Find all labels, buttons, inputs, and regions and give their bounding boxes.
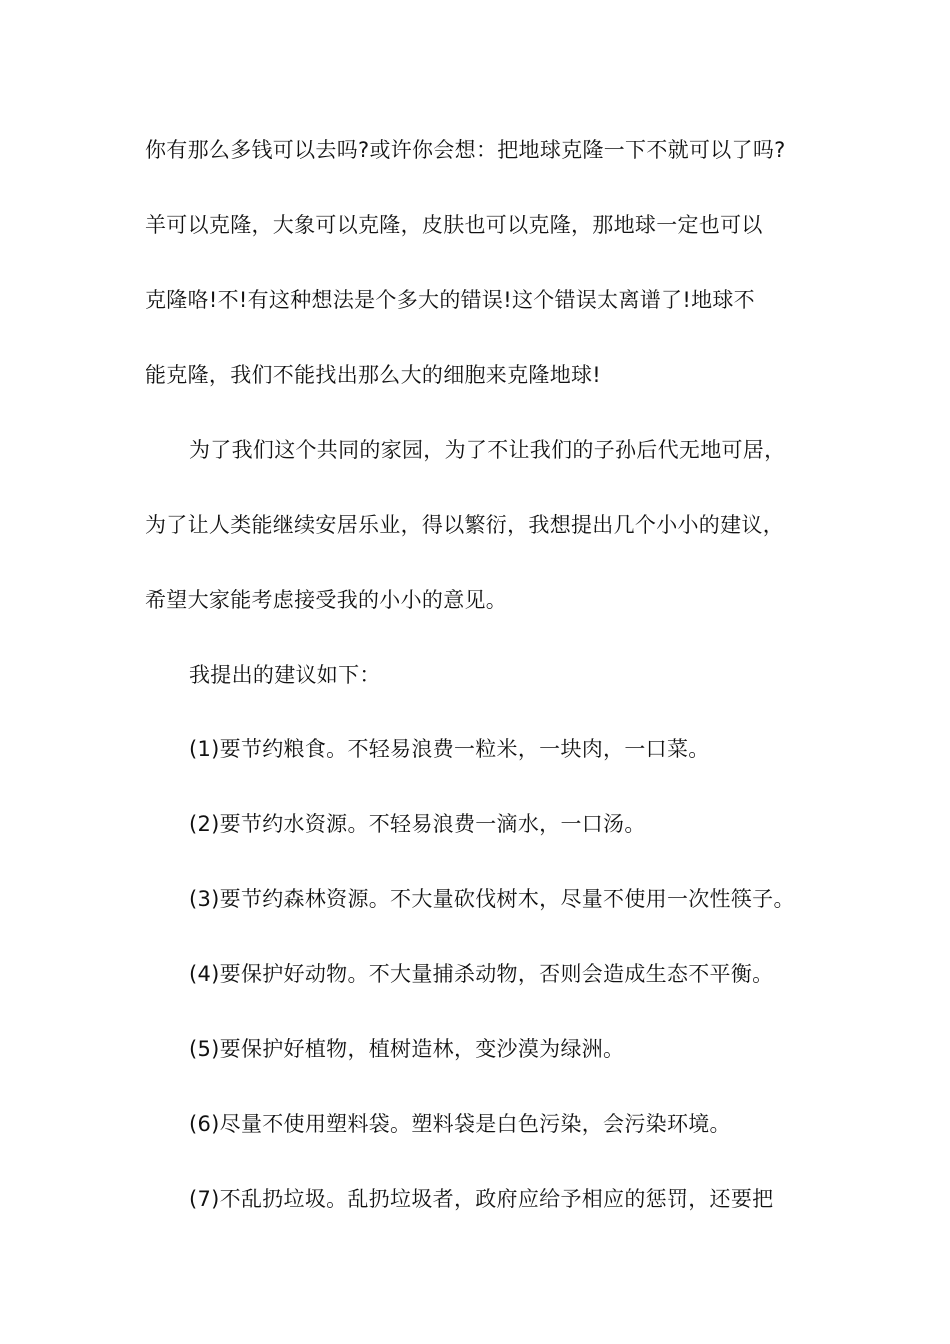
paragraph-line: 能克隆，我们不能找出那么大的细胞来克隆地球!	[145, 363, 602, 387]
suggestion-item: (3)要节约森林资源。不大量砍伐树木，尽量不使用一次性筷子。	[189, 887, 795, 911]
paragraph-line: 希望大家能考虑接受我的小小的意见。	[145, 588, 508, 612]
paragraph-line: 为了让人类能继续安居乐业，得以繁衍，我想提出几个小小的建议，	[145, 513, 784, 537]
paragraph-line: 你有那么多钱可以去吗?或许你会想：把地球克隆一下不就可以了吗?	[145, 138, 786, 162]
paragraph-line: 羊可以克隆，大象可以克隆，皮肤也可以克隆，那地球一定也可以	[145, 213, 763, 237]
suggestions-intro: 我提出的建议如下：	[189, 663, 381, 687]
suggestion-item: (2)要节约水资源。不轻易浪费一滴水，一口汤。	[189, 812, 646, 836]
suggestion-item: (6)尽量不使用塑料袋。塑料袋是白色污染，会污染环境。	[189, 1112, 731, 1136]
suggestion-item: (7)不乱扔垃圾。乱扔垃圾者，政府应给予相应的惩罚，还要把	[189, 1187, 774, 1211]
suggestion-item: (5)要保护好植物，植树造林，变沙漠为绿洲。	[189, 1037, 625, 1061]
suggestion-item: (1)要节约粮食。不轻易浪费一粒米，一块肉，一口菜。	[189, 737, 710, 761]
paragraph-line: 克隆咯!不!有这种想法是个多大的错误!这个错误太离谱了!地球不	[145, 288, 755, 312]
suggestion-item: (4)要保护好动物。不大量捕杀动物，否则会造成生态不平衡。	[189, 962, 774, 986]
paragraph-line: 为了我们这个共同的家园，为了不让我们的子孙后代无地可居，	[189, 438, 786, 462]
